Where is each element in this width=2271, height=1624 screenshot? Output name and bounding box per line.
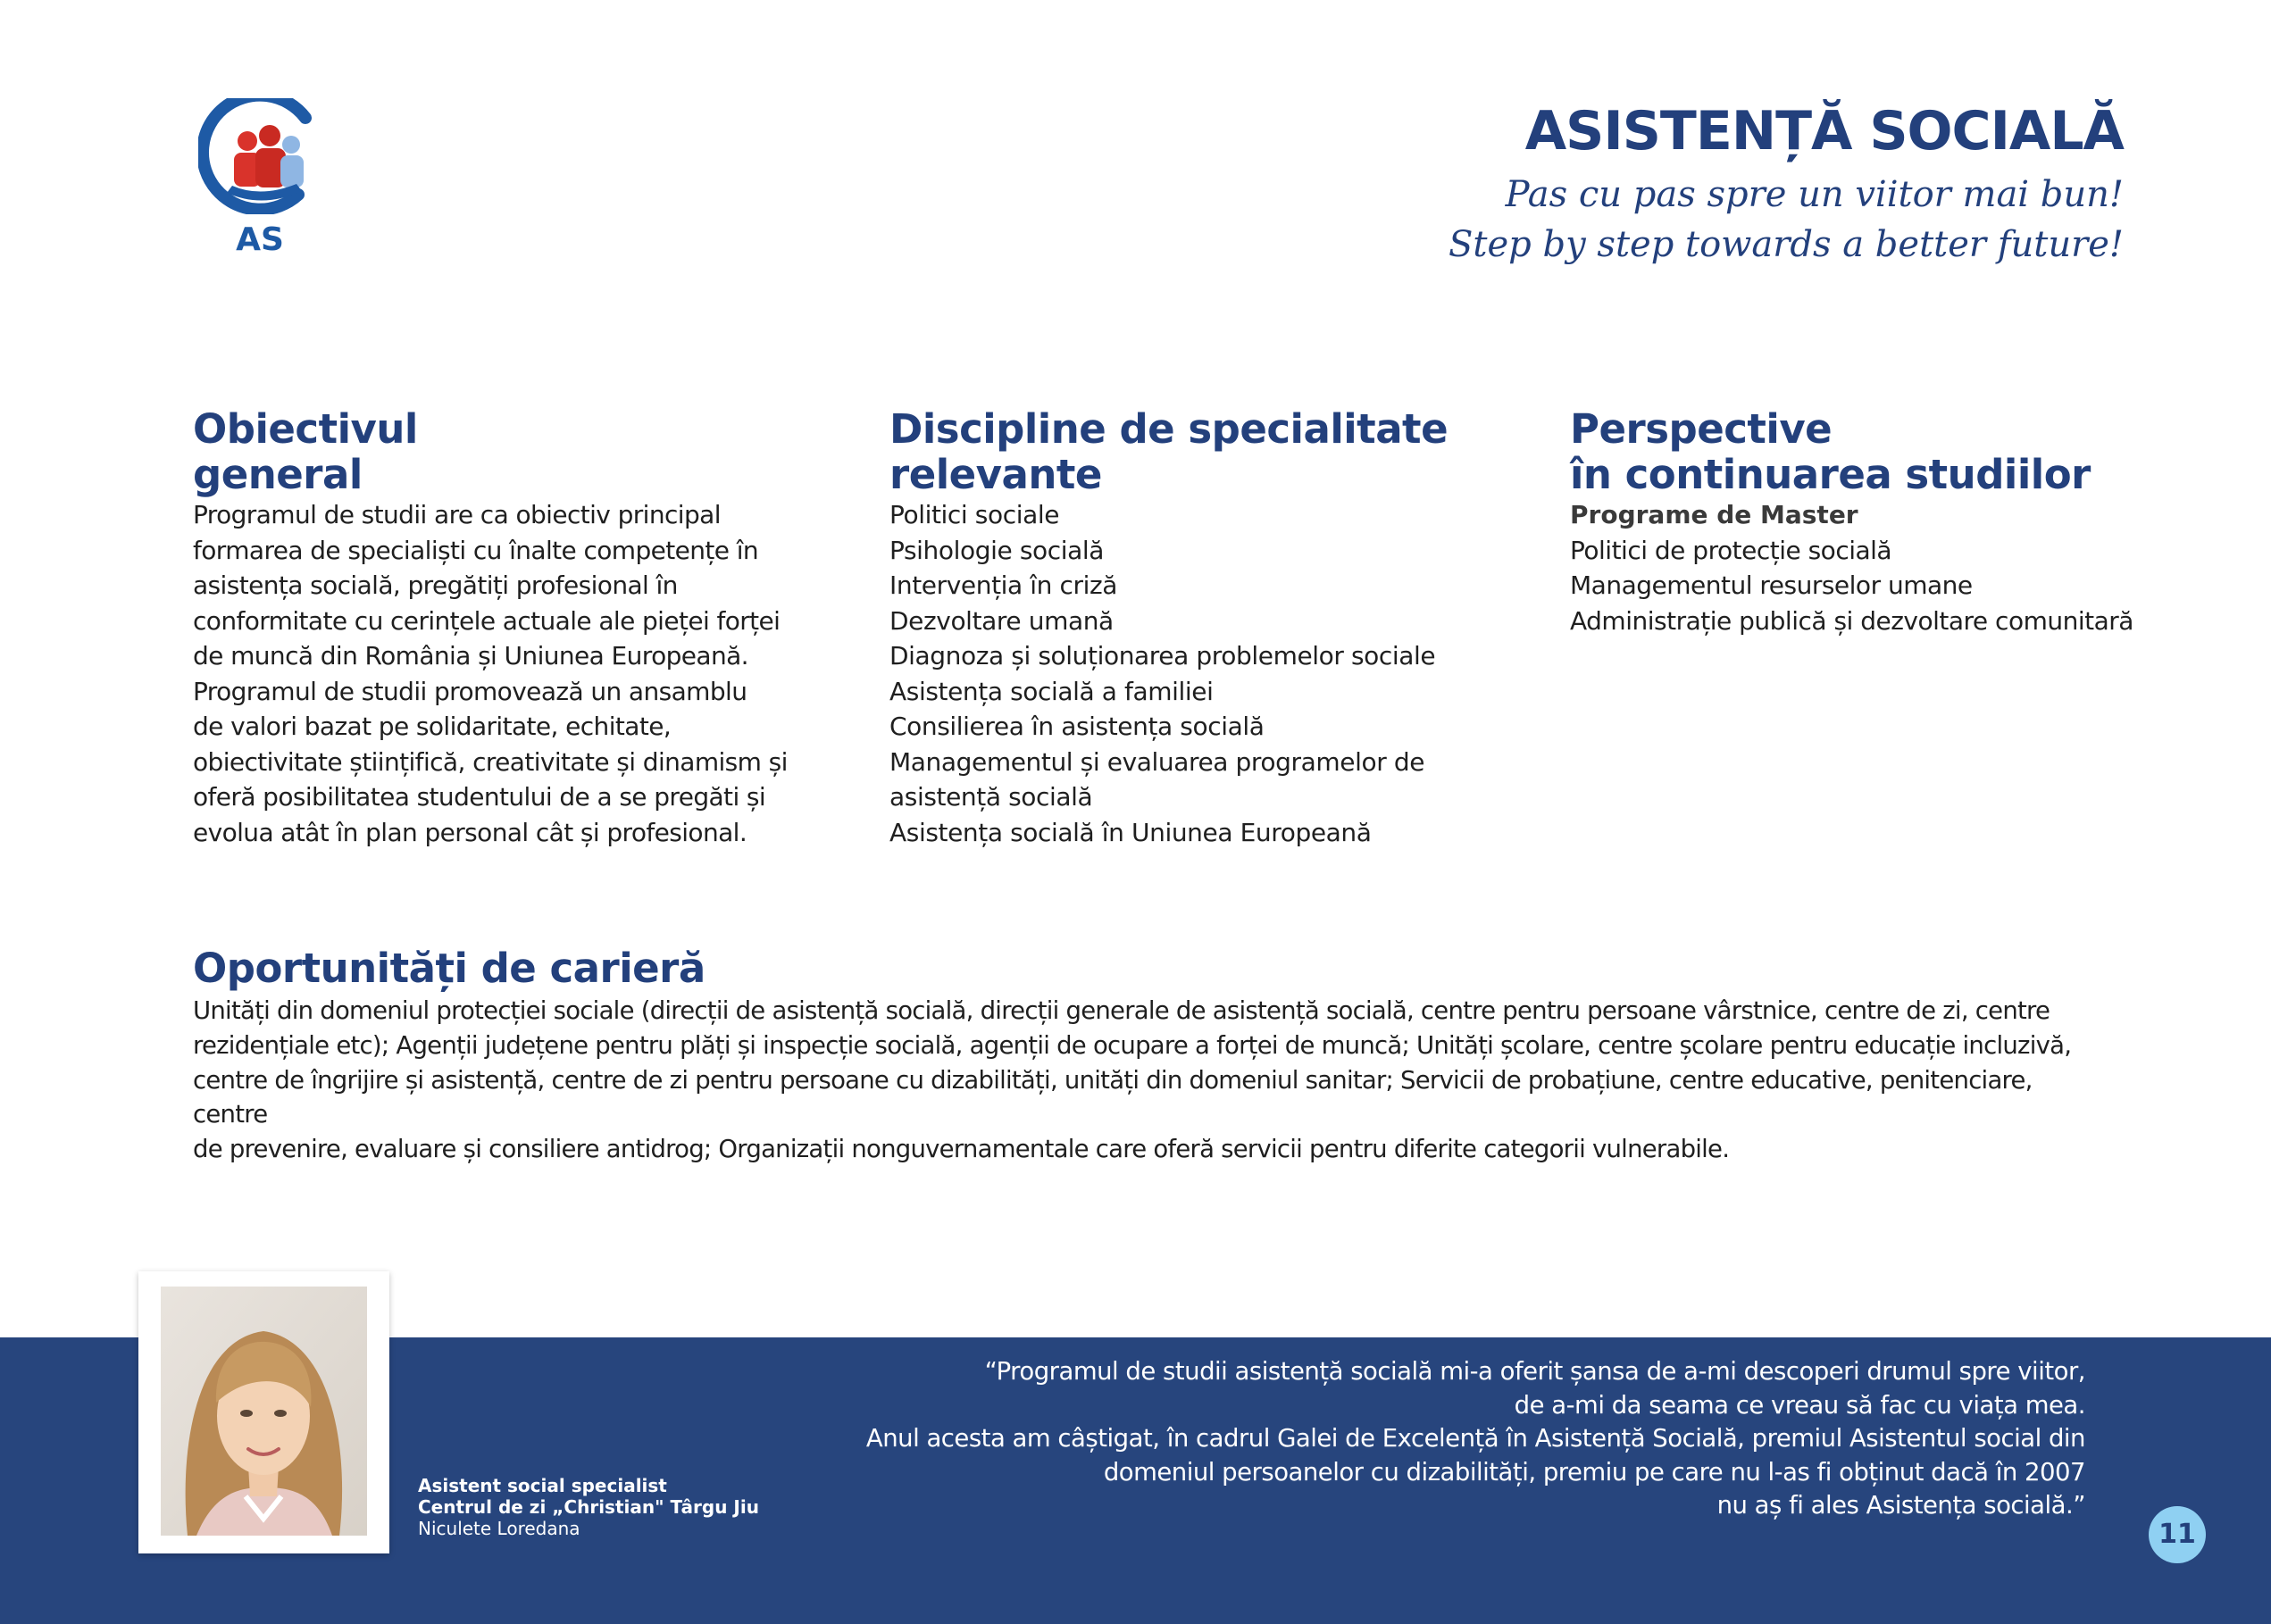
testimonial-quote <box>656 1355 2085 1523</box>
disciplines-section <box>889 406 1497 850</box>
perspectives-heading-line: Perspective <box>1570 405 1833 453</box>
list-item: Politici de protecție socială <box>1570 535 1892 565</box>
text-line: de prevenire, evaluare și consiliere antidrog; Organizații nonguvernamentale care oferă servicii pentru diferite categorii vulnerabile. <box>193 1135 1730 1164</box>
text-line: conformitate cu cerințele actuale ale pieței forței <box>193 605 781 636</box>
quote-line: “Programul de studii asistență socială mi-a oferit șansa de a-mi descoperi drumul spre viitor, <box>984 1357 2085 1386</box>
text-line: rezidențiale etc); Agenții județene pentru plăți și inspecție socială, agenții de ocupare a forței de muncă; Unități școlare, centre școlare pentru educație incluzivă, <box>193 1030 2072 1060</box>
list-item: Intervenția în criză <box>889 570 1118 600</box>
perspectives-section <box>1570 406 2159 638</box>
text-line: de valori bazat pe solidaritate, echitate, <box>193 712 672 741</box>
text-line: oferă posibilitatea studentului de a se pregăti și <box>193 782 766 812</box>
list-item: Dezvoltare umană <box>889 605 1114 636</box>
text-line: de muncă din România și Uniunea Europeană. <box>193 641 748 670</box>
as-logo <box>198 98 321 268</box>
career-section <box>193 944 2113 1167</box>
objective-heading-line: general <box>193 451 363 498</box>
page-number: 11 <box>2149 1506 2206 1563</box>
author-role: Asistent social specialist <box>418 1475 667 1496</box>
list-item: Asistența socială a familiei <box>889 676 1214 706</box>
quote-line: nu aș fi ales Asistența socială.” <box>1716 1491 2085 1520</box>
objective-heading-line: Obiectivul <box>193 405 418 453</box>
list-item: Psihologie socială <box>889 535 1105 565</box>
subtitle-en: Step by step towards a better future! <box>1449 224 2124 265</box>
disciplines-list <box>889 497 1497 850</box>
subtitle-ro: Pas cu pas spre un viitor mai bun! <box>1505 174 2124 215</box>
career-text <box>193 994 2113 1167</box>
master-subheading: Programe de Master <box>1570 500 1858 529</box>
list-item: asistență socială <box>889 782 1093 812</box>
page-subtitle <box>1449 170 2124 270</box>
master-list <box>1570 533 2159 639</box>
people-hand-logo-icon <box>198 98 321 214</box>
objective-text <box>193 497 800 850</box>
text-line: asistența socială, pregătiți profesional în <box>193 570 678 600</box>
text-line: Programul de studii promovează un ansamblu <box>193 676 747 706</box>
list-item: Administrație publică și dezvoltare comunitară <box>1570 605 2133 636</box>
page-title: ASISTENȚĂ SOCIALĂ <box>1524 100 2124 162</box>
text-line: obiectivitate științifică, creativitate și dinamism și <box>193 746 788 777</box>
author-name: Niculete Loredana <box>418 1518 580 1539</box>
portrait-image <box>161 1287 367 1536</box>
quote-line: de a-mi da seama ce vreau să fac cu viața mea. <box>1514 1390 2085 1420</box>
list-item: Managementul resurselor umane <box>1570 570 1973 600</box>
text-line: Programul de studii are ca obiectiv principal <box>193 500 721 529</box>
disciplines-heading-line: Discipline de specialitate <box>889 405 1449 453</box>
objective-heading <box>193 406 800 497</box>
quote-line: domeniul persoanelor cu dizabilități, premiu pe care nu l-as fi obținut dacă în 2007 <box>1103 1457 2085 1487</box>
objective-section <box>193 406 800 850</box>
author-workplace: Centrul de zi „Christian" Târgu Jiu <box>418 1496 759 1518</box>
text-line: Unități din domeniul protecției sociale (direcții de asistență socială, direcții generale de asistență socială, centre pentru persoane vârstnice, centre de zi, centre <box>193 996 2050 1025</box>
list-item: Asistența socială în Uniunea Europeană <box>889 817 1372 847</box>
testimonial-photo <box>161 1287 367 1536</box>
text-line: formarea de specialiști cu înalte competențe în <box>193 535 759 565</box>
career-heading: Oportunități de carieră <box>193 945 706 992</box>
list-item: Politici sociale <box>889 500 1060 529</box>
disciplines-heading <box>889 406 1497 497</box>
list-item: Managementul și evaluarea programelor de <box>889 746 1425 777</box>
list-item: Diagnoza și soluționarea problemelor sociale <box>889 641 1436 670</box>
perspectives-heading <box>1570 406 2159 497</box>
perspectives-heading-line: în continuarea studiilor <box>1570 451 2091 498</box>
logo-text: AS <box>236 221 284 258</box>
list-item: Consilierea în asistența socială <box>889 712 1265 741</box>
text-line: evolua atât în plan personal cât și profesional. <box>193 817 747 847</box>
disciplines-heading-line: relevante <box>889 451 1102 498</box>
text-line: centre de îngrijire și asistență, centre de zi pentru persoane cu dizabilități, unități din domeniul sanitar; Servicii de probațiune, centre educative, penitenciare, centre <box>193 1065 2033 1129</box>
quote-line: Anul acesta am câștigat, în cadrul Galei de Excelență în Asistență Socială, premiul Asistentul social din <box>865 1424 2085 1453</box>
testimonial-photo-frame <box>138 1271 389 1553</box>
